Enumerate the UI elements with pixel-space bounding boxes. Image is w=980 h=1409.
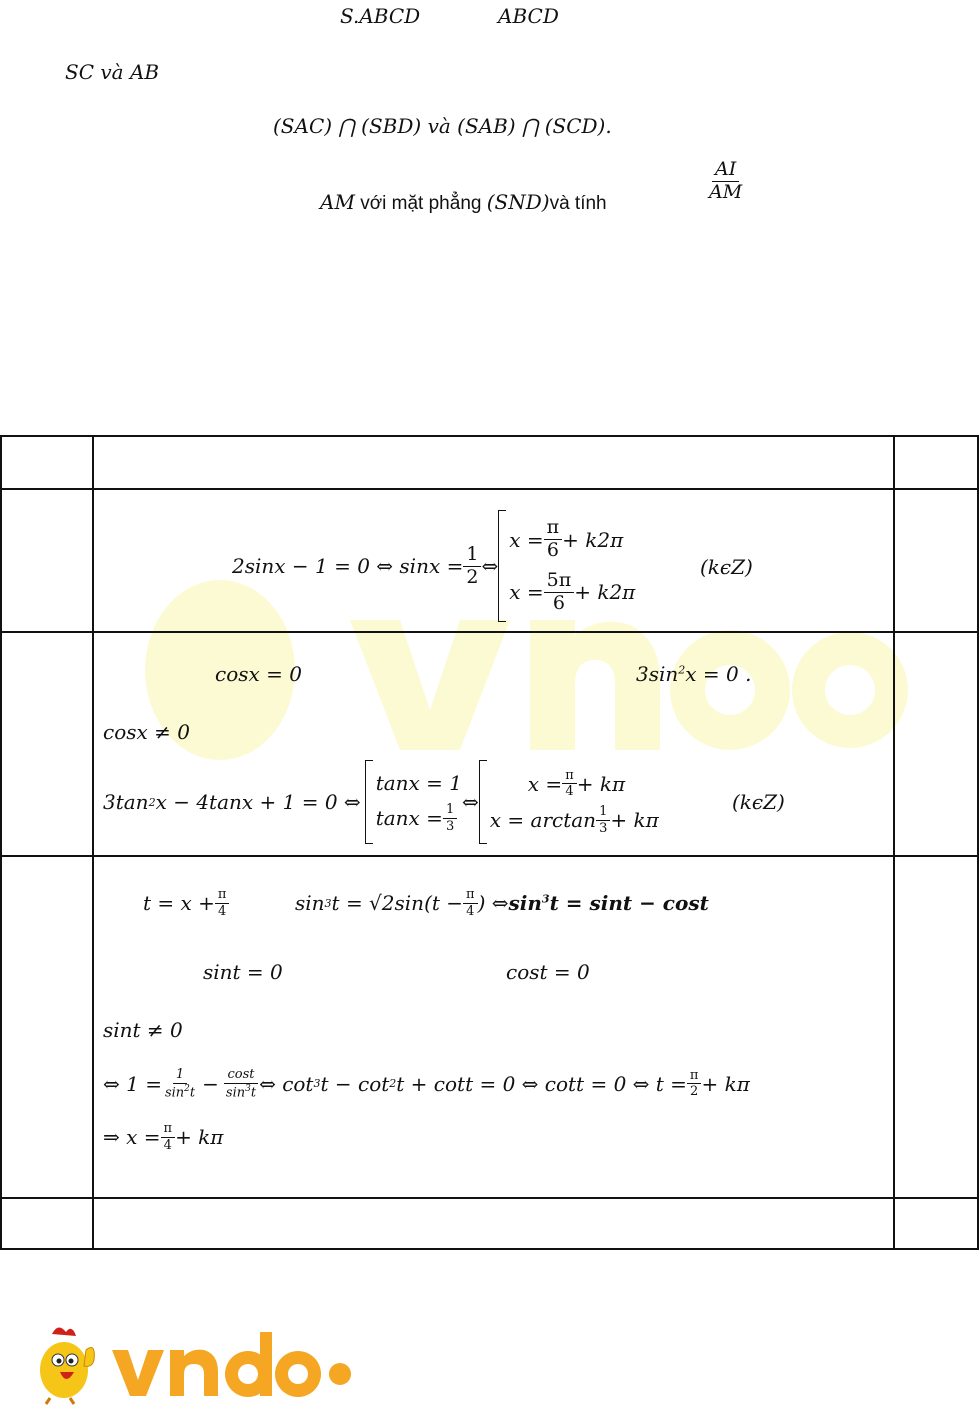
exponent: 2 [184, 1083, 190, 1094]
row2-cosx-nonzero: cosx ≠ 0 [103, 720, 190, 744]
row2-x-system [479, 760, 659, 844]
row3-derivation [103, 1068, 750, 1100]
frac-num: π [687, 1069, 702, 1085]
compute-text: và tính [549, 193, 607, 214]
frac-den-am: AM [709, 180, 743, 203]
exponent: 3 [541, 892, 550, 906]
frac-num: 1 [596, 805, 610, 821]
row3-equation [295, 888, 709, 918]
frac-num: π [161, 1122, 176, 1138]
tan-eq-third [376, 803, 462, 833]
row2-tan-system [365, 760, 462, 844]
exponent: 2 [678, 663, 686, 677]
txt: x = arctan [489, 808, 597, 833]
sol-rhs: + k2π [574, 580, 636, 605]
am-label: AM [320, 190, 355, 214]
frac-den: 4 [565, 784, 574, 800]
row2-main-equation [103, 760, 659, 844]
row2-k-integer: (kϵZ) [732, 790, 785, 814]
txt: + kπ [175, 1125, 224, 1150]
txt: sin [164, 1084, 185, 1100]
txt: x − 4tanx + 1 = 0 ⇔ [155, 790, 361, 814]
frac-den: 6 [552, 591, 565, 614]
txt: ⇔ cot [259, 1071, 314, 1096]
row1-eq-left: 2sinx − 1 = 0 ⇔ sinx = [232, 554, 464, 578]
row2-cosx-zero: cosx = 0 [215, 662, 302, 686]
one-over-sin2t [162, 1068, 198, 1100]
txt: 3tan [103, 790, 149, 814]
exponent: 3 [245, 1083, 251, 1094]
frac-den: 3 [599, 820, 608, 836]
snd-label: (SND) [486, 190, 550, 214]
frac-num-ai: AI [712, 160, 739, 182]
txt: x = 0 . [685, 662, 752, 686]
frac-num: π [215, 888, 230, 904]
pi-over-4 [161, 1122, 176, 1152]
txt: t − cot [320, 1071, 390, 1096]
exponent: 3 [313, 1077, 321, 1091]
row3-substitution [143, 888, 229, 918]
txt: ) ⇔ [477, 891, 509, 916]
txt: t [250, 1084, 257, 1100]
x-sol-2 [490, 805, 659, 835]
equiv-arrow: ⇔ [481, 554, 499, 578]
frac-den: 3 [445, 818, 455, 834]
vndoc-wordmark [112, 1332, 351, 1397]
txt: sin [295, 891, 325, 916]
row3-final-x [103, 1122, 223, 1152]
txt: 3sin [636, 662, 679, 686]
row3-sint-zero: sint = 0 [203, 960, 283, 984]
txt: t = sint − cost [549, 891, 709, 916]
chicken-mascot-icon [40, 1327, 94, 1404]
header-intersections: (SAC) ⋂ (SBD) và (SAB) ⋂ (SCD). [273, 114, 612, 138]
frac-den: 2 [466, 565, 479, 588]
txt: t = √2sin(t − [331, 891, 464, 916]
txt: t + cott = 0 ⇔ cott = 0 ⇔ t = [396, 1071, 687, 1096]
pi-over-2 [687, 1069, 702, 1099]
ai-over-am-fraction [706, 160, 745, 203]
sol-lhs: x = [509, 527, 544, 552]
txt: x = [527, 771, 563, 796]
txt: + kπ [576, 771, 626, 796]
one-third [596, 805, 610, 835]
x-sol-1 [490, 769, 659, 799]
row3-cost-zero: cost = 0 [506, 960, 590, 984]
pi-over-6 [544, 518, 563, 561]
header-abcd: ABCD [498, 4, 559, 28]
equiv-arrow: ⇔ [462, 790, 479, 814]
header-sc-ab: SC và AB [65, 60, 160, 84]
txt: t [189, 1084, 196, 1100]
frac-den: 4 [163, 1137, 172, 1153]
frac-den: 2 [690, 1084, 699, 1100]
exponent: 2 [148, 795, 156, 809]
pi-over-4 [463, 888, 478, 918]
txt: t = x + [143, 891, 215, 916]
frac-num: 5π [544, 571, 575, 593]
minus: − [202, 1071, 219, 1096]
frac-den: 4 [218, 903, 227, 919]
frac-num: π [544, 518, 563, 540]
row3-sint-nonzero: sint ≠ 0 [103, 1018, 183, 1042]
row1-solution-2 [509, 571, 635, 614]
row1-solution-set [498, 510, 635, 622]
one-third [443, 803, 457, 833]
frac-den: 6 [546, 539, 559, 562]
row1-half-fraction [463, 542, 481, 588]
frac-num: π [562, 769, 577, 785]
txt: + kπ [610, 808, 659, 833]
row1-solution-1 [509, 518, 635, 561]
5pi-over-6 [544, 571, 575, 614]
header-sabcd: S.ABCD [340, 4, 421, 28]
frac-num: 1 [173, 1068, 187, 1084]
txt: sin [508, 891, 542, 916]
exponent: 3 [324, 896, 332, 910]
header-line4 [320, 190, 607, 215]
exponent: 2 [389, 1077, 397, 1091]
frac-den [162, 1084, 198, 1100]
pi-over-4 [562, 769, 577, 799]
row1-k-integer: (kϵZ) [700, 555, 753, 579]
plane-text: với mặt phẳng [354, 193, 487, 214]
sol-lhs: x = [509, 580, 544, 605]
frac-num: 1 [443, 803, 457, 819]
txt: sin [225, 1084, 246, 1100]
row2-sin-eq [636, 662, 751, 686]
frac-num: cost [224, 1068, 257, 1084]
cost-over-sin3t [223, 1068, 259, 1100]
row1-equation [232, 510, 635, 622]
frac-num: 1 [463, 545, 481, 567]
txt: ⇒ x = [103, 1125, 161, 1150]
txt: tanx = [375, 806, 443, 830]
frac-num: π [463, 888, 478, 904]
vndoc-logo[interactable] [22, 1320, 352, 1405]
frac-den [223, 1084, 259, 1100]
sol-rhs: + k2π [562, 527, 624, 552]
pi-over-4 [215, 888, 230, 918]
txt: ⇔ 1 = [103, 1071, 162, 1096]
frac-den: 4 [466, 903, 475, 919]
txt: + kπ [701, 1071, 750, 1096]
bold-part [509, 891, 709, 915]
tan-eq-1: tanx = 1 [375, 770, 463, 795]
